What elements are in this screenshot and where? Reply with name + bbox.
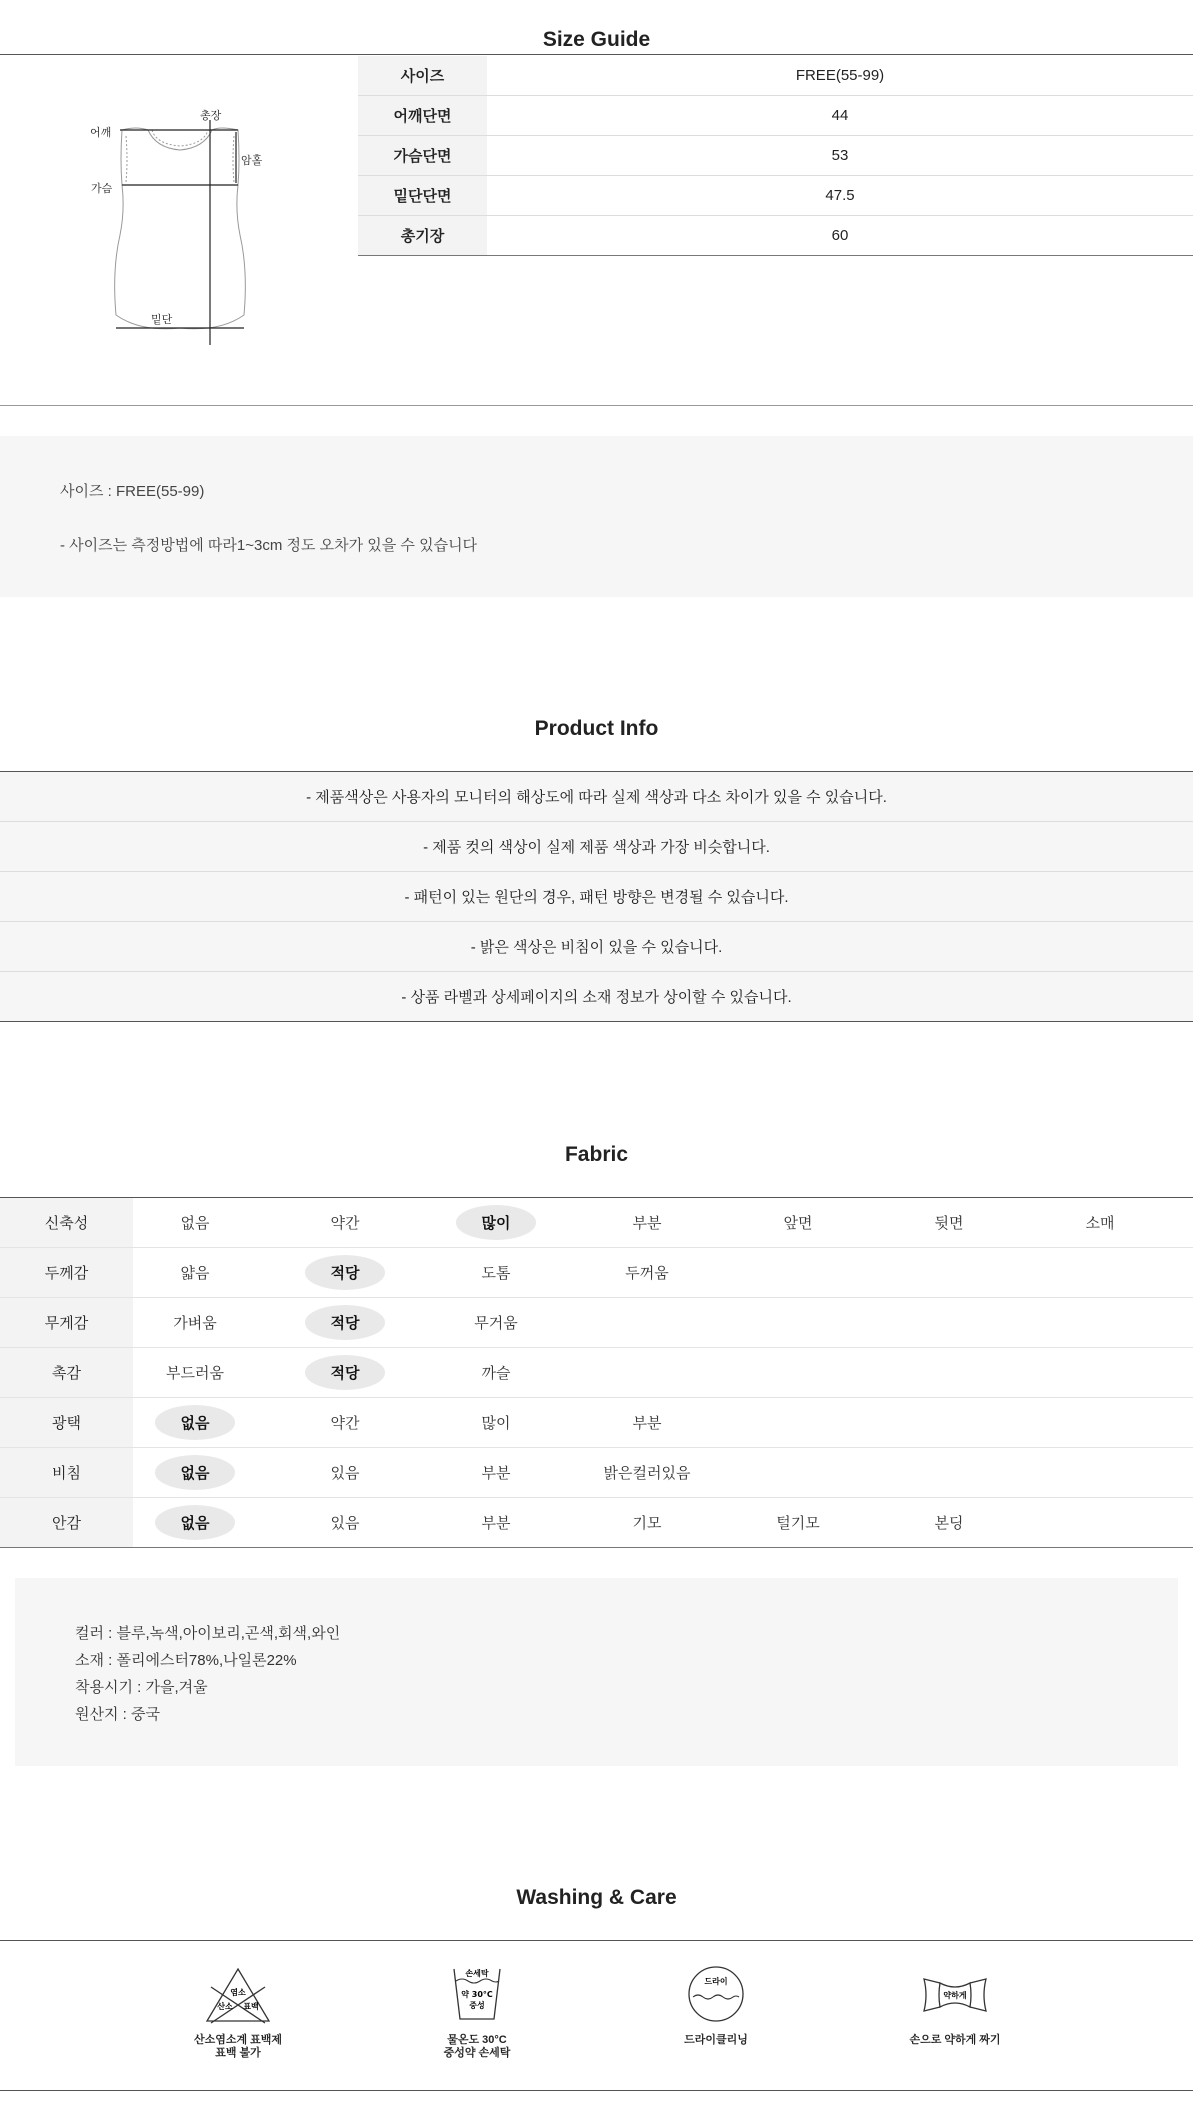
size-row-label: 총기장 xyxy=(358,216,487,256)
fabric-option xyxy=(140,1248,250,1297)
wash-label: 물온도 30°C xyxy=(447,2034,507,2046)
fabric-option-label: 적당 xyxy=(305,1355,386,1390)
fabric-option xyxy=(441,1348,551,1397)
wash-label: 드라이클리닝 xyxy=(684,2034,748,2046)
fabric-option-label: 두꺼움 xyxy=(625,1265,669,1282)
fabric-option xyxy=(592,1498,702,1547)
fabric-option xyxy=(290,1448,400,1497)
wash-item xyxy=(875,1965,1035,2047)
fabric-option-label: 약간 xyxy=(330,1415,360,1432)
washing-top-rule xyxy=(0,1940,1193,1941)
fabric-option-selected xyxy=(290,1348,400,1397)
fabric-option xyxy=(140,1198,250,1247)
size-guide-title: Size Guide xyxy=(542,28,651,51)
fabric-option-label: 부분 xyxy=(632,1415,662,1432)
fabric-row-label: 촉감 xyxy=(0,1348,133,1397)
size-notes-box xyxy=(0,436,1193,597)
size-row-value: 47.5 xyxy=(487,176,1193,216)
size-row xyxy=(358,56,1193,96)
size-row-value: 53 xyxy=(487,136,1193,176)
size-row xyxy=(358,216,1193,256)
fabric-option-label: 기모 xyxy=(632,1515,662,1532)
fabric-row xyxy=(0,1298,1193,1348)
fabric-option-label: 적당 xyxy=(305,1255,386,1290)
fabric-option xyxy=(140,1348,250,1397)
fabric-option-label: 있음 xyxy=(330,1515,360,1532)
fabric-option-label: 얇음 xyxy=(180,1265,210,1282)
fabric-option-label: 부분 xyxy=(481,1515,511,1532)
fabric-option-selected xyxy=(290,1248,400,1297)
fabric-option-label: 부분 xyxy=(632,1215,662,1232)
fabric-option-label: 도톰 xyxy=(481,1265,511,1282)
fabric-option xyxy=(441,1448,551,1497)
fabric-option xyxy=(894,1498,1004,1547)
fabric-option-label: 가벼움 xyxy=(173,1315,217,1332)
fabric-option xyxy=(290,1198,400,1247)
info-row: - 패턴이 있는 원단의 경우, 패턴 방향은 변경될 수 있습니다. xyxy=(0,872,1193,922)
fabric-option-label: 없음 xyxy=(155,1405,236,1440)
washing-title: Washing & Care xyxy=(516,1886,677,1909)
wash-item xyxy=(397,1965,557,2060)
fabric-option-label: 뒷면 xyxy=(934,1215,964,1232)
diagram-label-length: 총장 xyxy=(200,110,222,122)
fabric-option-label: 부분 xyxy=(481,1465,511,1482)
wash-item xyxy=(636,1965,796,2047)
diagram-label-shoulder: 어깨 xyxy=(90,127,112,139)
fabric-option-label: 많이 xyxy=(456,1205,537,1240)
fabric-option-label: 본딩 xyxy=(934,1515,964,1532)
size-row xyxy=(358,136,1193,176)
dry-clean-icon xyxy=(636,1965,796,2030)
fabric-option xyxy=(1045,1198,1155,1247)
fabric-option-label: 있음 xyxy=(330,1465,360,1482)
size-note: - 사이즈는 측정방법에 따라1~3cm 정도 오차가 있을 수 있습니다 xyxy=(60,537,478,554)
fabric-option-selected xyxy=(140,1498,250,1547)
fabric-option-label: 밝은컬러있음 xyxy=(603,1465,691,1482)
icon-text: 중성 xyxy=(469,2001,485,2010)
size-row-value: FREE(55-99) xyxy=(487,56,1193,96)
product-info-title: Product Info xyxy=(534,717,659,740)
fabric-row xyxy=(0,1398,1193,1448)
fabric-row-label: 무게감 xyxy=(0,1298,133,1347)
fabric-row-label: 비침 xyxy=(0,1448,133,1497)
fabric-option xyxy=(592,1398,702,1447)
info-row: - 상품 라벨과 상세페이지의 소재 정보가 상이할 수 있습니다. xyxy=(0,972,1193,1022)
wash-label: 손으로 약하게 짜기 xyxy=(909,2034,1001,2046)
size-row-value: 44 xyxy=(487,96,1193,136)
size-row-label: 가슴단면 xyxy=(358,136,487,176)
fabric-option-label: 털기모 xyxy=(776,1515,820,1532)
size-row xyxy=(358,96,1193,136)
fabric-option-label: 적당 xyxy=(305,1305,386,1340)
fabric-option xyxy=(140,1298,250,1347)
fabric-option-label: 없음 xyxy=(155,1505,236,1540)
size-row-label: 어깨단면 xyxy=(358,96,487,136)
fabric-option-label: 약간 xyxy=(330,1215,360,1232)
icon-text: 드라이 xyxy=(704,1977,728,1986)
fabric-option xyxy=(743,1198,853,1247)
fabric-option-label: 무거움 xyxy=(474,1315,518,1332)
fabric-option-selected xyxy=(441,1198,551,1247)
fabric-detail: 컬러 : 블루,녹색,아이보리,곤색,회색,와인 xyxy=(75,1625,341,1642)
icon-text: 표백 xyxy=(243,2002,259,2011)
fabric-option-label: 부드러움 xyxy=(166,1365,224,1382)
size-row-value: 60 xyxy=(487,216,1193,256)
fabric-option xyxy=(743,1498,853,1547)
fabric-row xyxy=(0,1248,1193,1298)
fabric-option xyxy=(441,1398,551,1447)
info-row: - 밝은 색상은 비침이 있을 수 있습니다. xyxy=(0,922,1193,972)
fabric-row xyxy=(0,1348,1193,1398)
info-row: - 제품 컷의 색상이 실제 제품 색상과 가장 비슷합니다. xyxy=(0,822,1193,872)
size-row-label: 밑단단면 xyxy=(358,176,487,216)
fabric-detail: 원산지 : 중국 xyxy=(75,1706,160,1723)
icon-text: 손세탁 xyxy=(465,1969,489,1978)
info-row: - 제품색상은 사용자의 모니터의 해상도에 따라 실제 색상과 다소 차이가 있을 수 있습니다. xyxy=(0,772,1193,822)
wash-label: 중성약 손세탁 xyxy=(443,2047,511,2059)
fabric-option-selected xyxy=(140,1398,250,1447)
wash-label: 산소염소계 표백제 xyxy=(193,2034,283,2046)
gentle-wring-icon xyxy=(875,1965,1035,2030)
icon-text: 약하게 xyxy=(943,1991,967,2000)
fabric-option xyxy=(441,1248,551,1297)
fabric-row-label: 광택 xyxy=(0,1398,133,1447)
fabric-detail: 착용시기 : 가을,겨울 xyxy=(75,1679,208,1696)
washing-bottom-rule xyxy=(0,2090,1193,2091)
fabric-option xyxy=(894,1198,1004,1247)
fabric-details-box xyxy=(15,1578,1178,1766)
fabric-option xyxy=(441,1298,551,1347)
fabric-option-label: 소매 xyxy=(1085,1215,1115,1232)
fabric-option-label: 앞면 xyxy=(783,1215,813,1232)
fabric-detail: 소재 : 폴리에스터78%,나일론22% xyxy=(75,1652,297,1669)
fabric-option xyxy=(290,1398,400,1447)
fabric-option-selected xyxy=(140,1448,250,1497)
hand-wash-icon xyxy=(397,1965,557,2030)
wash-item xyxy=(158,1965,318,2060)
fabric-option xyxy=(290,1498,400,1547)
diagram-label-armhole: 암홀 xyxy=(241,155,263,167)
size-row-label: 사이즈 xyxy=(358,56,487,96)
size-guide-bottom-rule xyxy=(0,405,1193,406)
icon-text: 염소 xyxy=(230,1988,246,1997)
size-note: 사이즈 : FREE(55-99) xyxy=(60,483,205,500)
fabric-row-label: 안감 xyxy=(0,1498,133,1547)
fabric-option xyxy=(441,1498,551,1547)
no-bleach-icon xyxy=(158,1965,318,2030)
size-guide-top-rule xyxy=(0,54,1193,55)
fabric-title: Fabric xyxy=(564,1143,629,1166)
size-table xyxy=(358,56,1193,256)
fabric-option-selected xyxy=(290,1298,400,1347)
wash-label: 표백 불가 xyxy=(215,2047,261,2059)
icon-text: 약 30°C xyxy=(461,1990,493,1999)
diagram-label-hem: 밑단 xyxy=(151,314,173,326)
fabric-option-label: 없음 xyxy=(180,1215,210,1232)
fabric-row-label: 두께감 xyxy=(0,1248,133,1297)
fabric-row xyxy=(0,1498,1193,1548)
fabric-row xyxy=(0,1448,1193,1498)
icon-text: 산소 xyxy=(217,2002,233,2011)
fabric-option xyxy=(592,1248,702,1297)
size-row xyxy=(358,176,1193,216)
fabric-row-label: 신축성 xyxy=(0,1198,133,1247)
fabric-option xyxy=(592,1448,702,1497)
fabric-row xyxy=(0,1198,1193,1248)
fabric-option xyxy=(592,1198,702,1247)
diagram-label-chest: 가슴 xyxy=(91,183,113,195)
fabric-option-label: 까슬 xyxy=(481,1365,511,1382)
fabric-option-label: 많이 xyxy=(481,1415,511,1432)
fabric-option-label: 없음 xyxy=(155,1455,236,1490)
